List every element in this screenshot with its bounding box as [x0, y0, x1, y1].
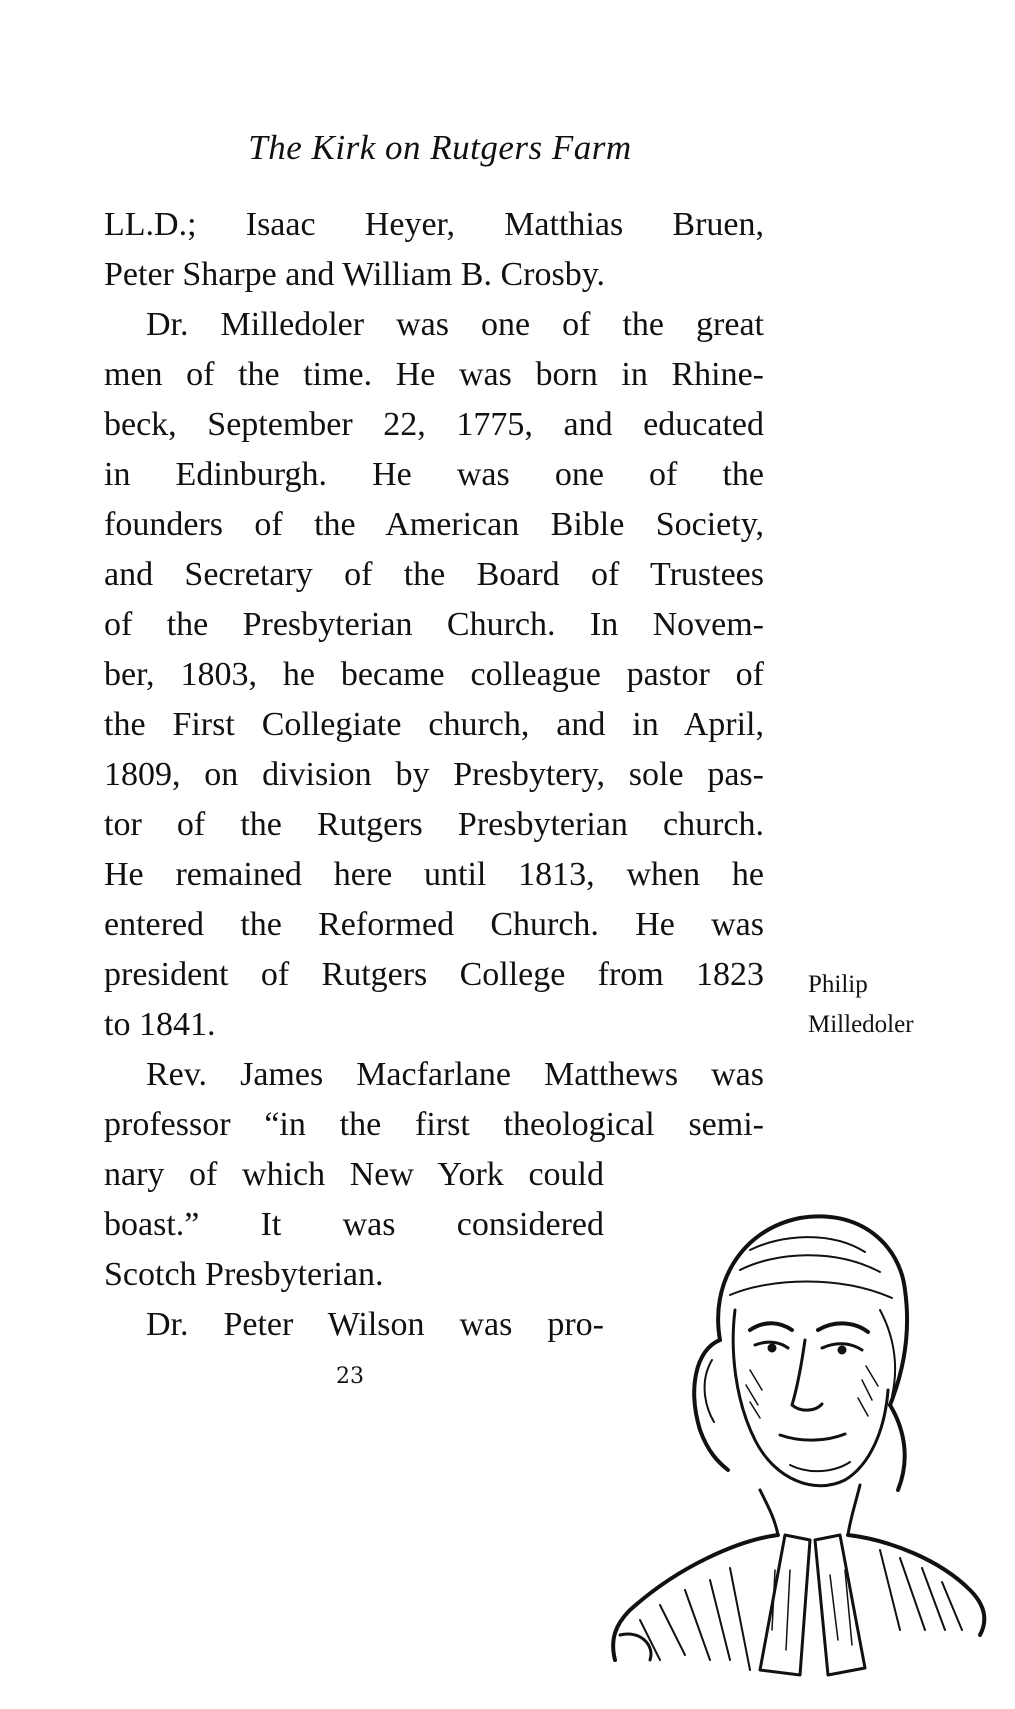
body-text: [104, 200, 764, 1350]
text-line: He remained here until 1813, when he: [104, 856, 764, 893]
text-line: Rev. James Macfarlane Matthews was: [146, 1056, 764, 1093]
marginal-note-line: Milledoler: [808, 1011, 914, 1038]
text-line: professor “in the first theological semi-: [104, 1106, 764, 1143]
text-line: nary of which New York could: [104, 1156, 604, 1193]
text-line: LL.D.; Isaac Heyer, Matthias Bruen,: [104, 206, 764, 243]
marginal-note-line: Philip: [808, 971, 868, 998]
text-line: Dr. Peter Wilson was pro-: [146, 1306, 604, 1343]
text-line: founders of the American Bible Society,: [104, 506, 764, 543]
text-line: president of Rutgers College from 1823: [104, 956, 764, 993]
text-line: boast.” It was considered: [104, 1206, 604, 1243]
text-line: men of the time. He was born in Rhine-: [104, 356, 764, 393]
marginal-note: [808, 965, 914, 1045]
text-line: in Edinburgh. He was one of the: [104, 456, 764, 493]
text-line: and Secretary of the Board of Trustees: [104, 556, 764, 593]
text-line: beck, September 22, 1775, and educated: [104, 406, 764, 443]
text-line: entered the Reformed Church. He was: [104, 906, 764, 943]
text-line: ber, 1803, he became colleague pastor of: [104, 656, 764, 693]
running-head: The Kirk on Rutgers Farm: [248, 128, 632, 167]
portrait-illustration: [600, 1190, 990, 1690]
text-line: 1809, on division by Presbytery, sole pas-: [104, 756, 764, 793]
text-line: of the Presbyterian Church. In Novem-: [104, 606, 764, 643]
text-line: to 1841.: [104, 1006, 216, 1043]
text-line: Scotch Presbyterian.: [104, 1256, 384, 1293]
text-line: the First Collegiate church, and in April,: [104, 706, 764, 743]
text-line: Dr. Milledoler was one of the great: [146, 306, 764, 343]
page-number: 23: [336, 1364, 364, 1389]
text-line: Peter Sharpe and William B. Crosby.: [104, 256, 606, 293]
text-line: tor of the Rutgers Presbyterian church.: [104, 806, 764, 843]
